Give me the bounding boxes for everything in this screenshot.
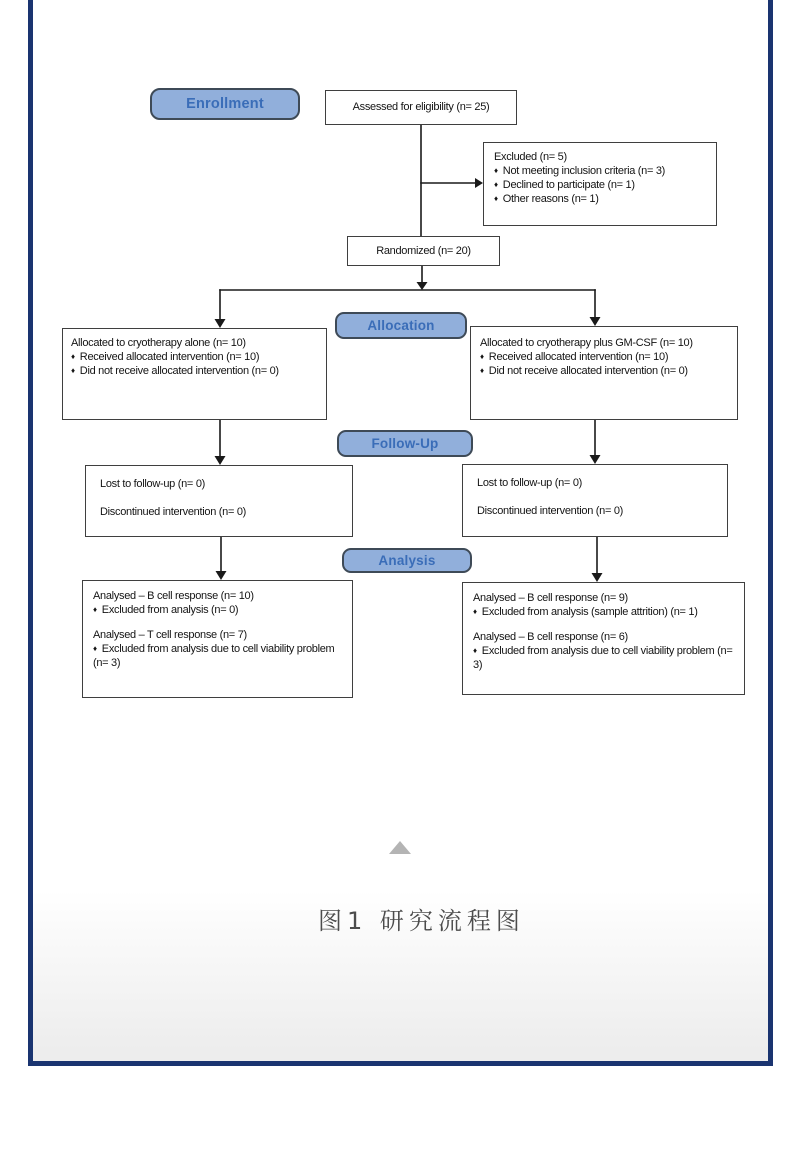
analysis-group [93,628,344,670]
box-title: Analysed – B cell response (n= 9) [473,592,628,604]
collapse-triangle-icon[interactable] [389,841,411,854]
allocation-left-box [62,328,327,420]
box-line: Lost to follow-up (n= 0) [100,478,205,490]
bullet-item: ♦ Excluded from analysis (n= 0) [93,604,239,617]
diamond-bullet-icon: ♦ [480,366,484,376]
bullet-item: ♦ Excluded from analysis (sample attrition) (n= 1) [473,606,698,619]
box-title: Analysed – B cell response (n= 10) [93,590,254,602]
box-title: Analysed – T cell response (n= 7) [93,629,247,642]
box-title: Allocated to cryotherapy plus GM-CSF (n= 10) [480,337,693,349]
bullet-item: ♦ Other reasons (n= 1) [494,193,599,206]
bullet-item: ♦ Excluded from analysis due to cell viability problem (n= 3) [473,645,733,672]
diamond-bullet-icon: ♦ [93,644,97,654]
diamond-bullet-icon: ♦ [71,366,75,376]
bullet-item: ♦ Declined to participate (n= 1) [494,179,635,192]
diamond-bullet-icon: ♦ [480,352,484,362]
bullet-item: ♦ Received allocated intervention (n= 10) [71,351,260,364]
enrollment-stage-badge: Enrollment [150,88,300,120]
bullet-item: ♦ Received allocated intervention (n= 10) [480,351,669,364]
diamond-bullet-icon: ♦ [473,607,477,617]
diamond-bullet-icon: ♦ [93,605,97,615]
followup-right-box [462,464,728,537]
analysis-right-box [462,582,745,695]
assessed-box [325,90,517,125]
box-line: Discontinued intervention (n= 0) [100,506,247,519]
allocation-stage-badge: Allocation [335,312,467,339]
diamond-bullet-icon: ♦ [494,180,498,190]
bullet-item: ♦ Did not receive allocated intervention (n= 0) [71,365,279,378]
randomized-box [347,236,500,266]
followup-left-box [85,465,353,537]
analysis-group [473,630,738,672]
box-line: Discontinued intervention (n= 0) [477,505,624,518]
diamond-bullet-icon: ♦ [71,352,75,362]
excluded-box [483,142,717,226]
figure-caption: 图1 研究流程图 [318,907,525,935]
box-title: Excluded (n= 5) [494,151,567,163]
analysis-group [473,591,738,619]
box-title: Assessed for eligibility (n= 25) [352,101,490,114]
box-title: Randomized (n= 20) [376,244,471,257]
analysis-left-box [82,580,353,698]
allocation-right-box [470,326,738,420]
diamond-bullet-icon: ♦ [494,166,498,176]
bullet-item: ♦ Excluded from analysis due to cell viability problem (n= 3) [93,643,335,670]
box-title: Analysed – B cell response (n= 6) [473,631,628,644]
box-title: Allocated to cryotherapy alone (n= 10) [71,337,246,349]
box-line: Lost to follow-up (n= 0) [477,477,582,489]
bullet-item: ♦ Not meeting inclusion criteria (n= 3) [494,165,666,178]
bullet-item: ♦ Did not receive allocated intervention (n= 0) [480,365,688,378]
diamond-bullet-icon: ♦ [473,646,477,656]
diamond-bullet-icon: ♦ [494,194,498,204]
followup-stage-badge: Follow-Up [337,430,473,457]
analysis-stage-badge: Analysis [342,548,472,573]
analysis-group [93,589,344,617]
